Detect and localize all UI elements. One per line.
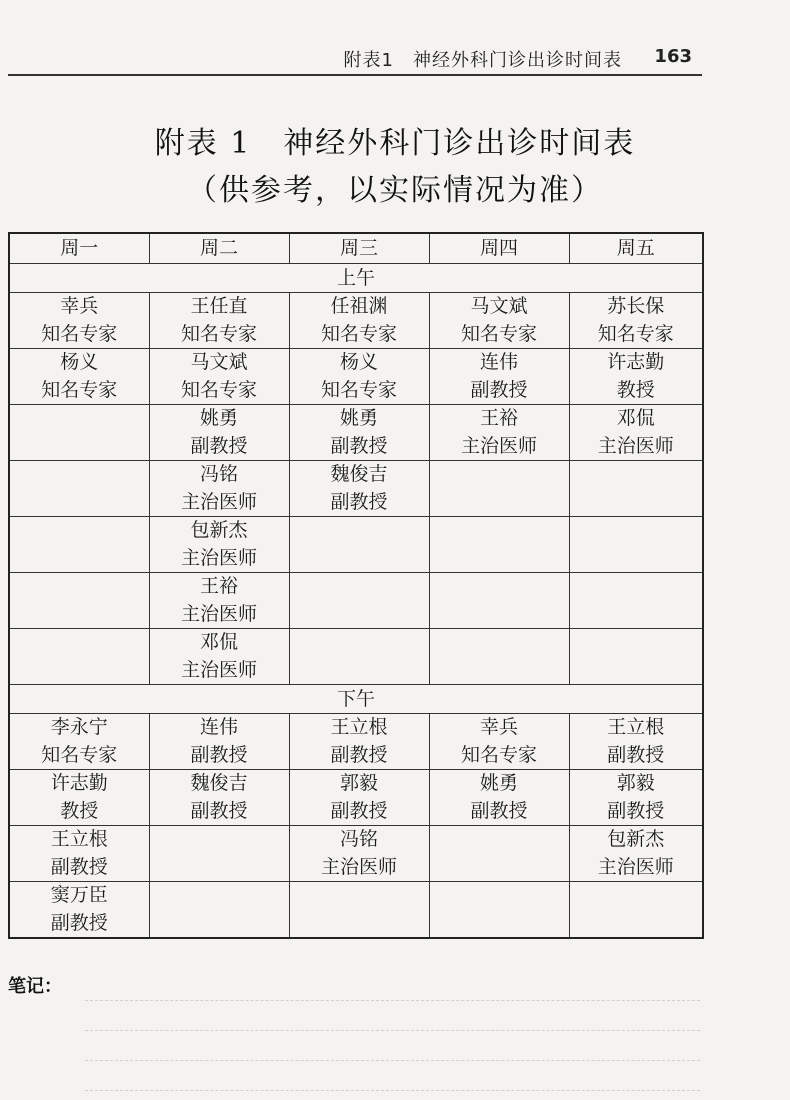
doctor-title: 副教授	[470, 799, 528, 822]
doctor-cell	[569, 517, 703, 573]
table-row	[9, 461, 703, 517]
page-number: 163	[654, 46, 692, 67]
doctor-cell	[149, 882, 289, 939]
doctor-title: 副教授	[330, 743, 388, 766]
table-row	[9, 629, 703, 685]
doctor-name: 郭毅	[339, 772, 378, 794]
doctor-cell	[569, 293, 703, 349]
doctor-cell	[429, 461, 569, 517]
doctor-name: 王裕	[479, 407, 518, 429]
doctor-cell	[9, 882, 149, 939]
doctor-cell	[569, 770, 703, 826]
doctor-cell	[289, 293, 429, 349]
running-header	[8, 40, 702, 76]
note-line	[85, 1000, 700, 1001]
doctor-cell	[429, 826, 569, 882]
doctor-name: 姚勇	[199, 407, 238, 429]
doctor-name: 马文斌	[470, 295, 528, 317]
doctor-cell	[429, 573, 569, 629]
doctor-cell	[149, 770, 289, 826]
doctor-title: 主治医师	[180, 658, 257, 681]
doctor-name: 王立根	[330, 716, 388, 738]
doctor-cell	[9, 573, 149, 629]
doctor-name: 邓侃	[199, 631, 238, 653]
doctor-cell	[9, 405, 149, 461]
doctor-cell	[9, 293, 149, 349]
doctor-title: 知名专家	[41, 322, 118, 345]
doctor-title: 主治医师	[320, 855, 397, 878]
morning-section-row	[9, 264, 703, 293]
doctor-cell	[569, 882, 703, 939]
note-line	[85, 1030, 700, 1031]
table-row	[9, 882, 703, 939]
table-row	[9, 349, 703, 405]
doctor-cell	[149, 714, 289, 770]
note-line	[85, 1060, 700, 1061]
doctor-cell	[289, 517, 429, 573]
doctor-cell	[149, 405, 289, 461]
doctor-title: 副教授	[330, 799, 388, 822]
doctor-cell	[569, 573, 703, 629]
doctor-cell	[289, 826, 429, 882]
doctor-cell	[9, 517, 149, 573]
doctor-cell	[569, 349, 703, 405]
morning-section-label: 上午	[9, 264, 703, 293]
doctor-name: 许志勤	[50, 772, 108, 794]
doctor-cell	[289, 461, 429, 517]
doctor-title: 主治医师	[597, 434, 674, 457]
doctor-name: 包新杰	[607, 828, 665, 850]
doctor-cell	[569, 826, 703, 882]
doctor-cell	[289, 573, 429, 629]
doctor-title: 副教授	[190, 799, 248, 822]
doctor-title: 副教授	[330, 490, 388, 513]
weekday-header: 周四	[429, 233, 569, 264]
table-row	[9, 714, 703, 770]
doctor-name: 杨义	[339, 351, 378, 373]
doctor-cell	[289, 714, 429, 770]
weekday-header-row	[9, 233, 703, 264]
doctor-cell	[149, 629, 289, 685]
doctor-cell	[149, 517, 289, 573]
doctor-name: 王任直	[190, 295, 248, 317]
doctor-cell	[289, 770, 429, 826]
doctor-name: 窦万臣	[50, 884, 108, 906]
doctor-title: 知名专家	[180, 322, 257, 345]
doctor-title: 知名专家	[180, 378, 257, 401]
doctor-cell	[429, 770, 569, 826]
table-row	[9, 405, 703, 461]
doctor-title: 副教授	[190, 434, 248, 457]
doctor-cell	[569, 461, 703, 517]
doctor-title: 知名专家	[320, 322, 397, 345]
running-header-title: 附表1 神经外科门诊出诊时间表	[343, 50, 622, 71]
doctor-name: 任祖渊	[330, 295, 388, 317]
doctor-title: 知名专家	[597, 322, 674, 345]
doctor-name: 连伟	[199, 716, 238, 738]
doctor-title: 知名专家	[460, 743, 537, 766]
doctor-title: 主治医师	[460, 434, 537, 457]
doctor-title: 副教授	[607, 743, 665, 766]
table-row	[9, 293, 703, 349]
doctor-cell	[429, 349, 569, 405]
doctor-title: 知名专家	[41, 378, 118, 401]
doctor-title: 知名专家	[41, 743, 118, 766]
doctor-name: 魏俊吉	[190, 772, 248, 794]
page-title: 附表 1 神经外科门诊出诊时间表	[154, 126, 636, 161]
doctor-name: 包新杰	[190, 519, 248, 541]
doctor-title: 教授	[616, 378, 655, 401]
doctor-cell	[149, 826, 289, 882]
doctor-name: 冯铭	[339, 828, 378, 850]
doctor-cell	[429, 882, 569, 939]
doctor-name: 杨义	[60, 351, 99, 373]
doctor-cell	[429, 517, 569, 573]
doctor-cell	[429, 714, 569, 770]
weekday-header: 周一	[9, 233, 149, 264]
doctor-name: 姚勇	[479, 772, 518, 794]
doctor-name: 邓侃	[616, 407, 655, 429]
schedule-table	[8, 232, 704, 939]
doctor-cell	[569, 714, 703, 770]
doctor-name: 马文斌	[190, 351, 248, 373]
doctor-name: 魏俊吉	[330, 463, 388, 485]
doctor-cell	[9, 826, 149, 882]
note-line	[85, 1090, 700, 1091]
doctor-title: 副教授	[330, 434, 388, 457]
doctor-cell	[149, 349, 289, 405]
doctor-name: 姚勇	[339, 407, 378, 429]
doctor-name: 苏长保	[607, 295, 665, 317]
afternoon-section-row	[9, 685, 703, 714]
table-row	[9, 826, 703, 882]
table-row	[9, 517, 703, 573]
doctor-cell	[9, 461, 149, 517]
doctor-title: 知名专家	[320, 378, 397, 401]
doctor-cell	[569, 405, 703, 461]
table-row	[9, 770, 703, 826]
doctor-cell	[149, 461, 289, 517]
doctor-cell	[9, 629, 149, 685]
doctor-title: 主治医师	[180, 490, 257, 513]
doctor-cell	[149, 573, 289, 629]
weekday-header: 周三	[289, 233, 429, 264]
doctor-title: 副教授	[607, 799, 665, 822]
doctor-name: 连伟	[479, 351, 518, 373]
doctor-cell	[429, 629, 569, 685]
doctor-name: 李永宁	[50, 716, 108, 738]
doctor-title: 副教授	[50, 911, 108, 934]
doctor-title: 主治医师	[597, 855, 674, 878]
doctor-name: 郭毅	[616, 772, 655, 794]
doctor-title: 教授	[60, 799, 99, 822]
doctor-title: 主治医师	[180, 546, 257, 569]
doctor-title: 副教授	[470, 378, 528, 401]
doctor-title: 主治医师	[180, 602, 257, 625]
doctor-cell	[289, 882, 429, 939]
doctor-name: 冯铭	[199, 463, 238, 485]
doctor-name: 王立根	[607, 716, 665, 738]
doctor-title: 副教授	[50, 855, 108, 878]
doctor-cell	[9, 770, 149, 826]
doctor-name: 王立根	[50, 828, 108, 850]
doctor-title: 副教授	[190, 743, 248, 766]
doctor-cell	[149, 293, 289, 349]
doctor-cell	[429, 405, 569, 461]
doctor-title: 知名专家	[460, 322, 537, 345]
doctor-cell	[9, 714, 149, 770]
schedule-body	[9, 233, 703, 938]
doctor-cell	[289, 629, 429, 685]
doctor-name: 幸兵	[479, 716, 518, 738]
doctor-name: 王裕	[199, 575, 238, 597]
doctor-cell	[569, 629, 703, 685]
doctor-name: 幸兵	[60, 295, 99, 317]
doctor-name: 许志勤	[607, 351, 665, 373]
doctor-cell	[289, 349, 429, 405]
notes-label: 笔记：	[8, 976, 62, 997]
weekday-header: 周二	[149, 233, 289, 264]
afternoon-section-label: 下午	[9, 685, 703, 714]
page-subtitle: （供参考，以实际情况为准）	[187, 173, 603, 208]
doctor-cell	[9, 349, 149, 405]
weekday-header: 周五	[569, 233, 703, 264]
table-row	[9, 573, 703, 629]
doctor-cell	[429, 293, 569, 349]
doctor-cell	[289, 405, 429, 461]
